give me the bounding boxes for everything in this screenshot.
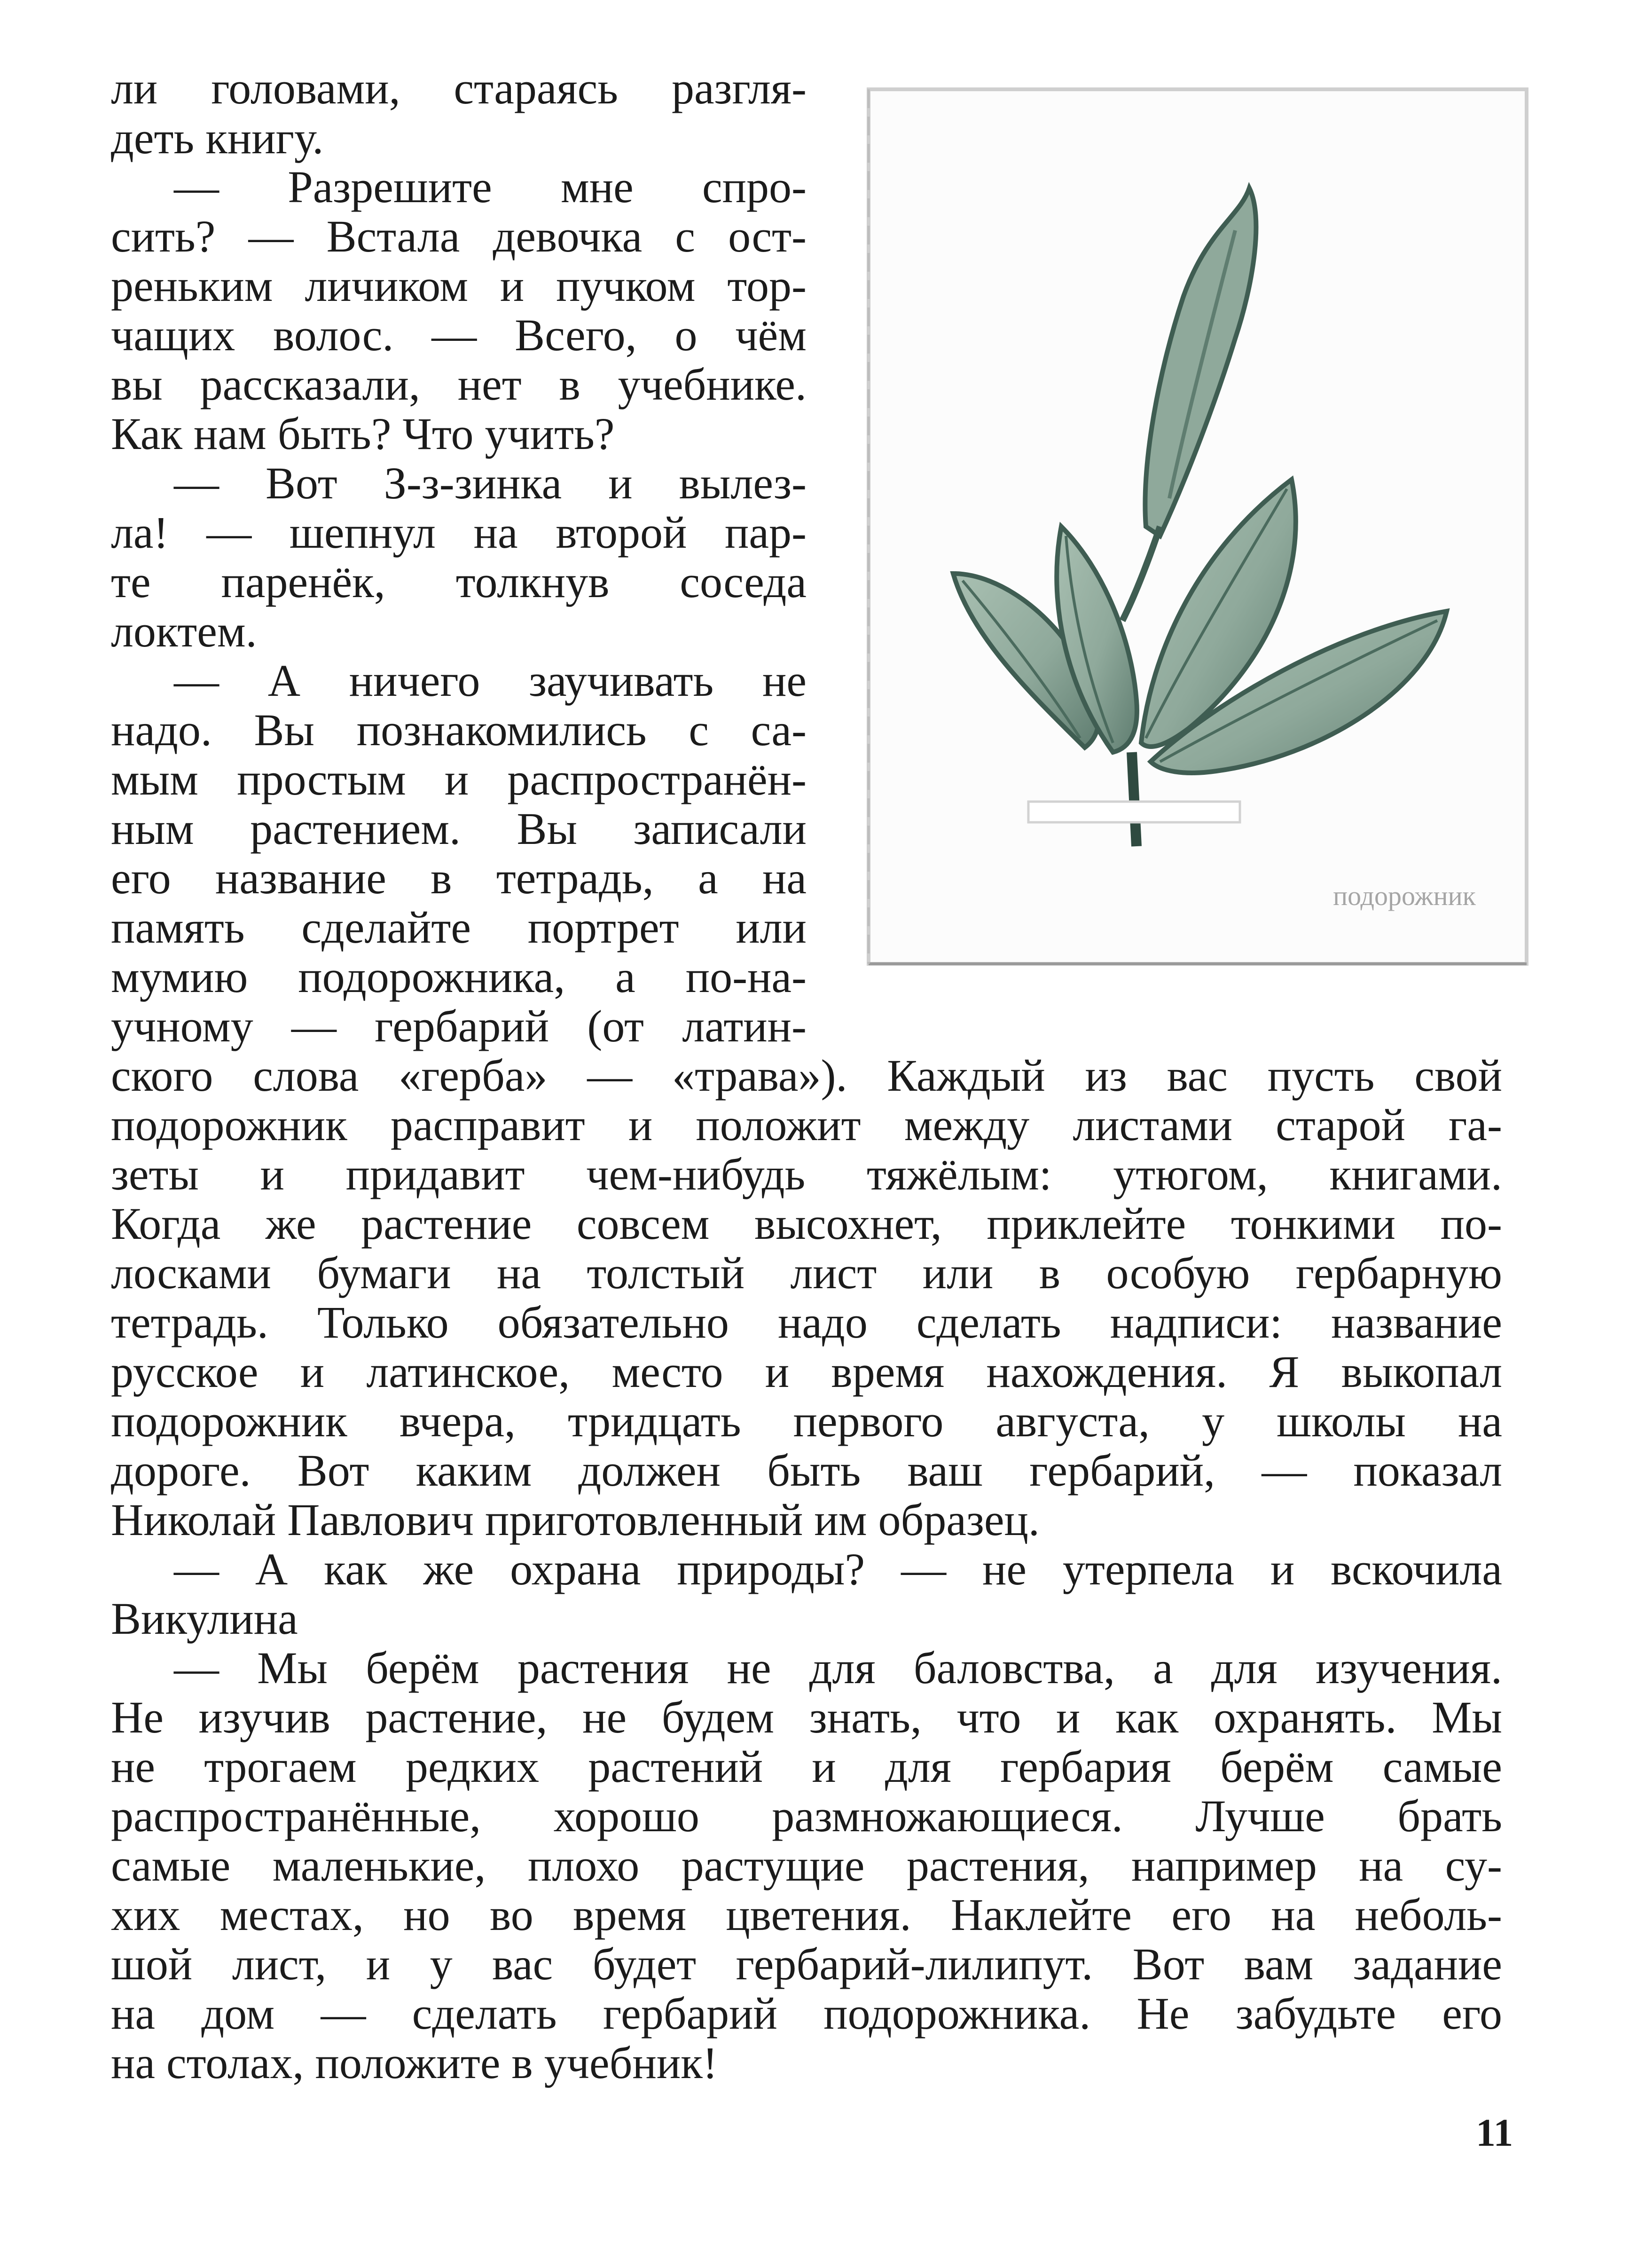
- text-line: — А ничего заучивать не: [174, 655, 807, 706]
- page-number: 11: [1476, 2111, 1513, 2155]
- text-line: учному — гербарий (от латин-: [111, 1001, 807, 1051]
- text-line: подорожник расправит и положит между листами старой га-: [111, 1100, 1502, 1150]
- text-line: Викулина: [111, 1593, 298, 1644]
- text-line: мумию подорожника, а по-на-: [111, 952, 807, 1002]
- text-line: ского слова «герба» — «трава»). Каждый из вас пусть свой: [111, 1050, 1502, 1101]
- text-line: вы рассказали, нет в учебнике.: [111, 359, 807, 410]
- text-line: ла! — шепнул на второй пар-: [111, 507, 807, 558]
- text-line: Когда же растение совсем высохнет, приклейте тонкими по-: [111, 1198, 1502, 1249]
- text-line: — Мы берём растения не для баловства, а для изучения.: [174, 1643, 1502, 1693]
- text-line: дороге. Вот каким должен быть ваш гербарий, — показал: [111, 1445, 1502, 1496]
- plant-root: [1132, 752, 1136, 846]
- herbarium-sheet: [869, 89, 1527, 964]
- text-line: самые маленькие, плохо растущие растения, например на су-: [111, 1840, 1502, 1890]
- text-line: лосками бумаги на толстый лист или в особую гербарную: [111, 1248, 1502, 1298]
- text-line: мым простым и распространён-: [111, 754, 807, 804]
- text-line: тетрадь. Только обязательно надо сделать надписи: название: [111, 1297, 1502, 1347]
- text-line: шой лист, и у вас будет гербарий-лилипут. Вот вам задание: [111, 1939, 1502, 1989]
- text-line: чащих волос. — Всего, о чём: [111, 310, 807, 360]
- text-line: ли головами, стараясь разгля-: [111, 63, 807, 113]
- text-line: реньким личиком и пучком тор-: [111, 260, 807, 311]
- text-line: — Разрешите мне спро-: [174, 162, 807, 212]
- text-line: надо. Вы познакомились с са-: [111, 705, 807, 755]
- text-line: на столах, положите в учебник!: [111, 2038, 718, 2088]
- text-line: Николай Павлович приготовленный им образец.: [111, 1495, 1040, 1545]
- text-line: — А как же охрана природы? — не утерпела и вскочила: [174, 1544, 1502, 1594]
- text-line: хих местах, но во время цветения. Наклейте его на неболь-: [111, 1890, 1502, 1940]
- mounting-strip: [1028, 802, 1240, 822]
- text-line: Не изучив растение, не будем знать, что и как охранять. Мы: [111, 1692, 1502, 1742]
- text-line: — Вот З-з-зинка и вылез-: [174, 458, 807, 508]
- text-line: зеты и придавит чем-нибудь тяжёлым: утюгом, книгами.: [111, 1149, 1502, 1199]
- plant-label: подорожник: [1333, 881, 1476, 911]
- text-line: его название в тетрадь, а на: [111, 853, 807, 903]
- text-line: на дом — сделать гербарий подорожника. Не забудьте его: [111, 1988, 1502, 2039]
- text-line: те паренёк, толкнув соседа: [111, 557, 807, 607]
- text-line: Как нам быть? Что учить?: [111, 409, 615, 459]
- text-line: деть книгу.: [111, 113, 324, 163]
- text-line: подорожник вчера, тридцать первого августа, у школы на: [111, 1396, 1502, 1446]
- text-line: не трогаем редких растений и для гербария берём самые: [111, 1741, 1502, 1792]
- text-line: русское и латинское, место и время нахождения. Я выкопал: [111, 1347, 1502, 1397]
- text-line: распространённые, хорошо размножающиеся. Лучше брать: [111, 1791, 1502, 1841]
- text-line: сить? — Встала девочка с ост-: [111, 211, 807, 261]
- text-line: память сделайте портрет или: [111, 902, 807, 953]
- plantain-herbarium-illustration: [859, 75, 1541, 983]
- text-line: ным растением. Вы записали: [111, 803, 807, 854]
- text-line: локтем.: [111, 606, 257, 656]
